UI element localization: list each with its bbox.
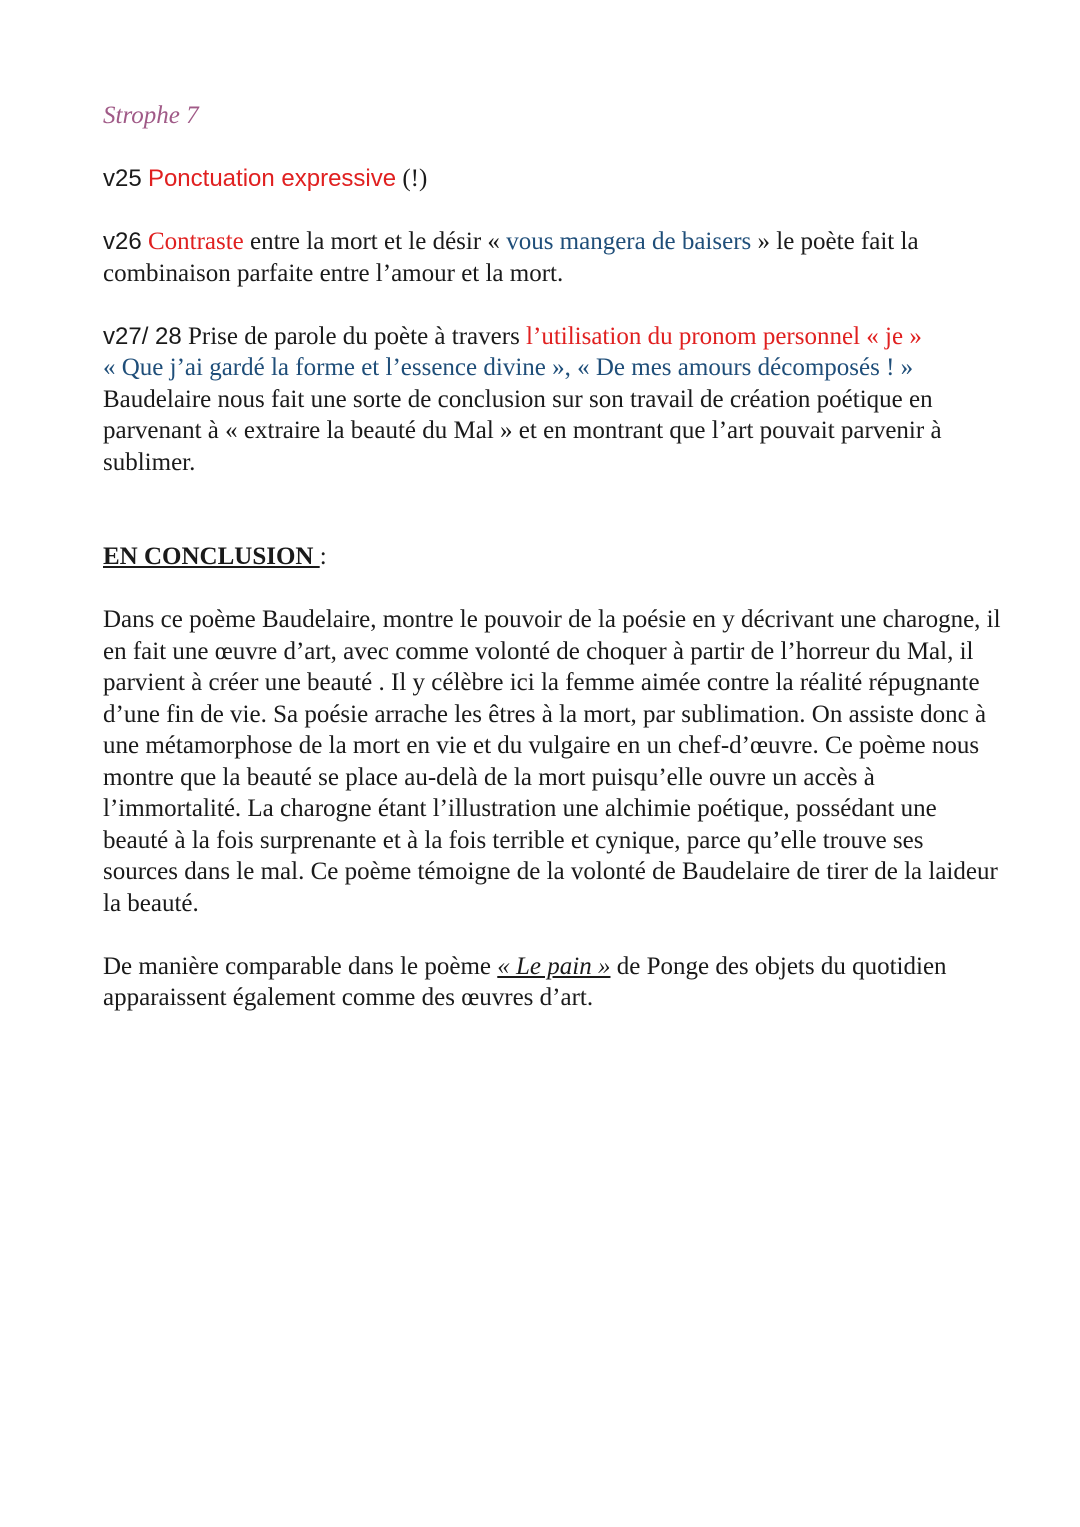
v26-quote: vous mangera de baisers (506, 228, 752, 255)
v25-paragraph (103, 163, 1003, 195)
v27-term: l’utilisation du pronom personnel « je » (526, 322, 922, 350)
strophe-title: Strophe 7 (103, 102, 199, 129)
v25-term: Ponctuation expressive (147, 165, 397, 192)
v26-number: v26 (103, 228, 142, 255)
v26-term: Contraste (147, 228, 244, 255)
v25-number: v25 (103, 165, 142, 192)
comparison-intro: De manière comparable dans le poème (103, 952, 498, 980)
conclusion-heading (103, 541, 1003, 573)
v25-rest: (!) (396, 165, 428, 192)
conclusion-colon: : (319, 543, 327, 570)
v27-paragraph (103, 321, 1003, 479)
v26-paragraph (103, 226, 1003, 289)
comparison-paragraph (103, 951, 1003, 1014)
v27-intro: Prise de parole du poète à travers (181, 322, 527, 350)
document-page (103, 100, 1003, 1045)
v27-quote: « Que j’ai gardé la forme et l’essence divine », « De mes amours décomposés ! » (103, 354, 914, 381)
conclusion-heading-text: EN CONCLUSION (103, 543, 320, 570)
v27-number: v27/ 28 (103, 322, 182, 350)
comparison-rest: de Ponge des objets du quotidien apparaissent également comme des œuvres d’art. (103, 952, 947, 1011)
v27-rest: Baudelaire nous fait une sorte de conclusion sur son travail de création poétique en parvenant à « extraire la beauté du Mal » et en montrant que l’art pouvait parvenir à sublimer. (103, 385, 942, 476)
conclusion-paragraph: Dans ce poème Baudelaire, montre le pouvoir de la poésie en y décrivant une charogne, il en fait une œuvre d’art, avec comme volonté de choquer à partir de l’horreur du Mal, il parvient à créer une beauté . Il y célèbre ici la femme aimée contre la réalité répugnante d’une fin de vie. Sa poésie arrache les êtres à la mort, par sublimation. On assiste donc à une métamorphose de la mort en vie et du vulgaire en un chef-d’œuvre. Ce poème nous montre que la beauté se place au-delà de la mort puisqu’elle ouvre un accès à l’immortalité. La charogne étant l’illustration une alchimie poétique, possédant une beauté à la fois surprenante et à la fois terrible et cynique, parce qu’elle trouve ses sources dans le mal. Ce poème témoigne de la volonté de Baudelaire de tirer de la laideur la beauté. (103, 606, 1001, 917)
v26-rest: » le poète fait la combinaison parfaite entre l’amour et la mort. (103, 228, 919, 287)
comparison-reference: « Le pain » (497, 952, 611, 980)
v26-mid: entre la mort et le désir « (243, 228, 507, 255)
